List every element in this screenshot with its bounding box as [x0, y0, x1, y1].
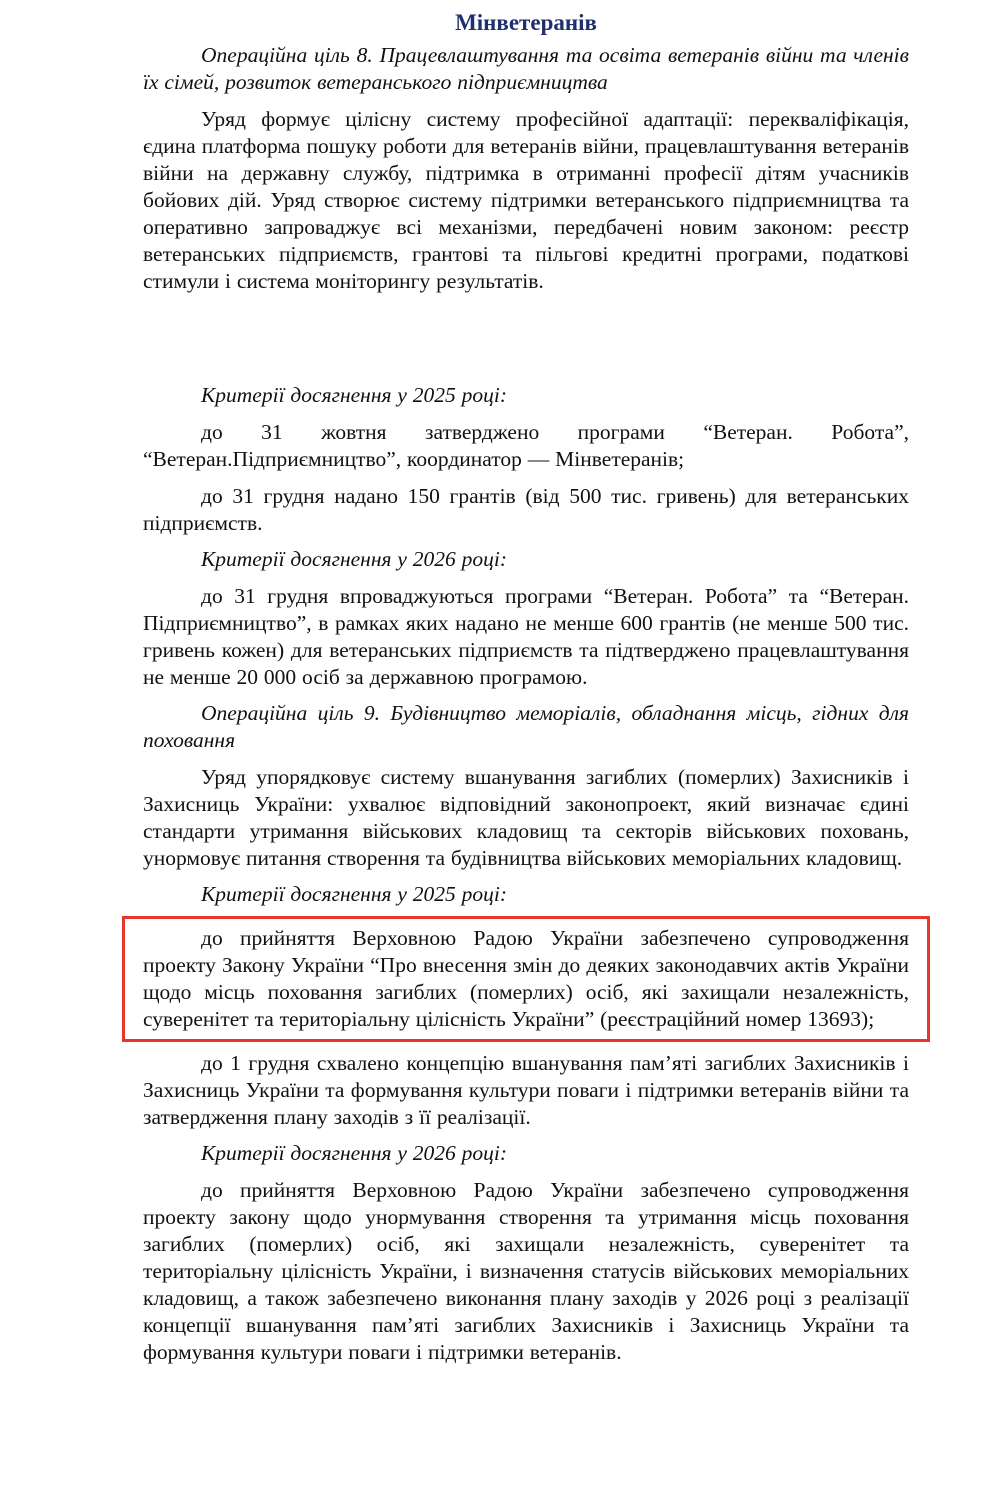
goal-9-criteria-2026-heading: Критерії досягнення у 2026 році:	[201, 1141, 508, 1165]
goal-8-description: Уряд формує цілісну систему професійної адаптації: перекваліфікація, єдина платформа пошуку роботи для ветеранів війни, працевлаштування ветеранів війни на державну службу, підтримка в отриманні професії дітям учасників бойових дій. Уряд створює систему підтримки ветеранського підприємництва та оперативно запроваджує всі механізми, передбачені новим законом: реєстр ветеранських підприємств, грантові та пільгові кредитні програми, податкові стимули і система моніторингу результатів.	[143, 107, 909, 293]
highlight-box	[122, 916, 930, 1042]
goal-8-title: Операційна ціль 8. Працевлаштування та освіта ветеранів війни та членів їх сімей, розвиток ветеранського підприємництва	[143, 43, 909, 94]
goal-8-criteria-2026-item: до 31 грудня впроваджуються програми “Ветеран. Робота” та “Ветеран. Підприємництво”, в рамках яких надано не менше 600 грантів (не менше 500 тис. гривень кожен) для ветеранських підприємств та підтверджено працевлаштування не менше 20 000 осіб за державною програмою.	[143, 584, 909, 689]
goal-9-criteria-2026-item: до прийняття Верховною Радою України забезпечено супроводження проекту закону щодо унормування створення та утримання місць поховання загиблих (померлих) осіб, які захищали незалежність, суверенітет та територіальну цілісність України, і визначення статусів військових меморіальних кладовищ, а також забезпечено виконання плану заходів у 2026 році з реалізації концепції вшанування пам’яті загиблих Захисників і Захисниць України та формування культури поваги і підтримки ветеранів.	[143, 1178, 909, 1364]
ministry-heading: Мінветеранів	[455, 10, 597, 35]
goal-9-criteria-2025-item: до 1 грудня схвалено концепцію вшанування пам’яті загиблих Захисників і Захисниць України та формування культури поваги і підтримки ветеранів війни та затвердження плану заходів з її реалізації.	[143, 1051, 909, 1129]
goal-9-description: Уряд упорядковує систему вшанування загиблих (померлих) Захисників і Захисниць України: ухвалює відповідний законопроект, який визначає єдині стандарти утримання військових кладовищ та секторів військових поховань, унормовує питання створення та будівництва військових меморіальних кладовищ.	[143, 765, 909, 870]
goal-8-criteria-2026-heading: Критерії досягнення у 2026 році:	[201, 547, 508, 571]
goal-9-title: Операційна ціль 9. Будівництво меморіалів, обладнання місць, гідних для поховання	[143, 701, 909, 752]
goal-8-criteria-2025-item: до 31 жовтня затверджено програми “Ветеран. Робота”, “Ветеран.Підприємництво”, координатор — Мінветеранів;	[143, 420, 909, 471]
goal-9-criteria-2025-highlighted-item: до прийняття Верховною Радою України забезпечено супроводження проекту Закону України “Про внесення змін до деяких законодавчих актів України щодо місць поховання загиблих (померлих) осіб, які захищали незалежність, суверенітет та територіальну цілісність України” (реєстраційний номер 13693);	[143, 926, 909, 1031]
blank-space	[143, 295, 909, 373]
goal-9-criteria-2025-heading: Критерії досягнення у 2025 році:	[201, 882, 508, 906]
goal-8-criteria-2025-item: до 31 грудня надано 150 грантів (від 500 тис. гривень) для ветеранських підприємств.	[143, 484, 909, 535]
document-page	[143, 8, 909, 1366]
goal-8-criteria-2025-heading: Критерії досягнення у 2025 році:	[201, 383, 508, 407]
